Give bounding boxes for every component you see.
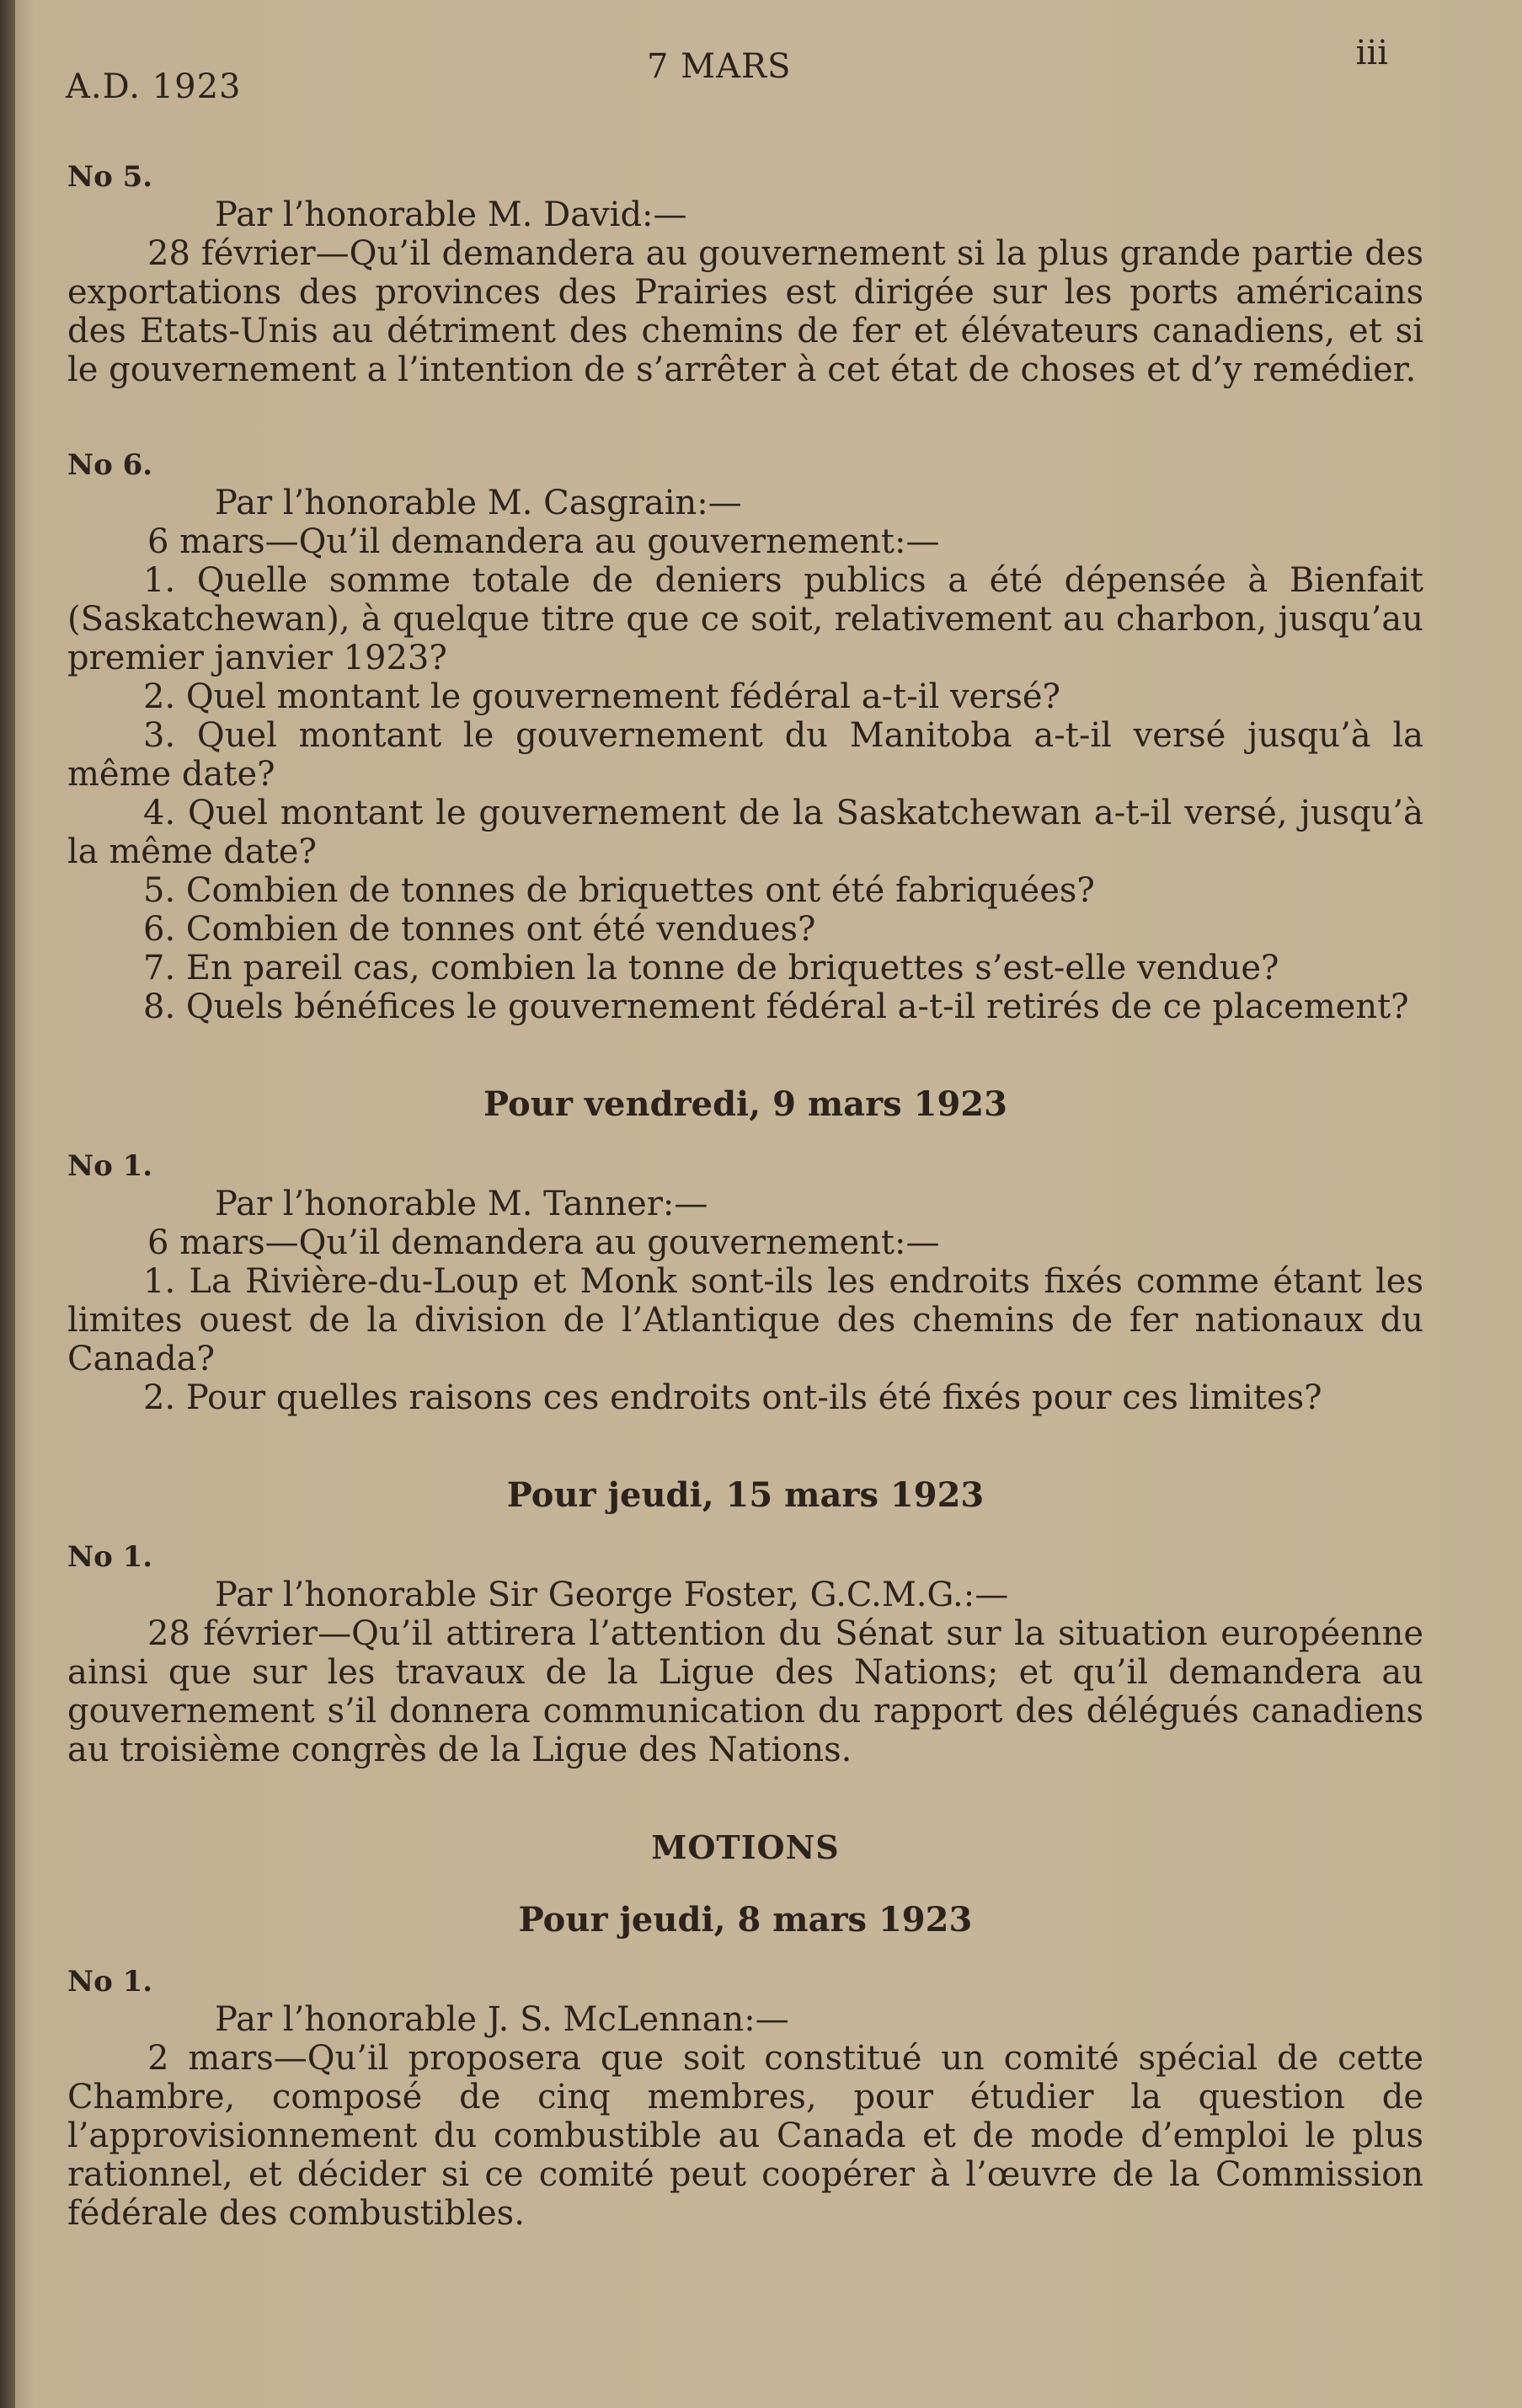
- question-item: 3. Quel montant le gouvernement du Manitoba a-t-il versé jusqu’à la même date?: [67, 716, 1423, 794]
- entry-paragraph: 6 mars—Qu’il demandera au gouvernement:—: [147, 1223, 940, 1262]
- entry-paragraph: 2 mars—Qu’il proposera que soit constitué un comité spécial de cette Chambre, composé de cinq membres, pour étudier la question de l’approvisionnement du combustible au Canada et de mode d’emploi le plus rationnel, et décider si ce comité peut coopérer à l’œuvre de la Commission fédérale des combustibles.: [67, 2039, 1423, 2233]
- question-item: 5. Combien de tonnes de briquettes ont été fabriquées?: [143, 871, 1095, 910]
- question-item: 6. Combien de tonnes ont été vendues?: [143, 910, 816, 949]
- entry-author: Par l’honorable M. Tanner:—: [215, 1185, 708, 1223]
- question-entry: [67, 1540, 1423, 1769]
- entry-author: Par l’honorable M. David:—: [215, 195, 687, 234]
- entry-paragraph: 28 février—Qu’il demandera au gouvernement si la plus grande partie des exportations des provinces des Prairies est dirigée sur les ports américains des Etats-Unis au détriment des chemins de fer et élévateurs canadiens, et si le gouvernement a l’intention de s’arrêter à cet état de choses et d’y remédier.: [67, 234, 1423, 389]
- motions-heading: MOTIONS: [651, 1828, 840, 1866]
- question-item: 7. En pareil cas, combien la tonne de briquettes s’est-elle vendue?: [143, 949, 1279, 987]
- question-entry: [67, 1149, 1423, 1417]
- book-binding-edge: [0, 0, 15, 2408]
- question-item: 8. Quels bénéfices le gouvernement fédéral a-t-il retirés de ce placement?: [143, 987, 1409, 1026]
- question-entry: [67, 448, 1423, 1026]
- page-header: [66, 34, 1388, 110]
- question-item: 2. Quel montant le gouvernement fédéral a-t-il versé?: [143, 677, 1060, 716]
- page-number: iii: [1355, 34, 1388, 72]
- header-date: 7 MARS: [647, 47, 792, 86]
- question-item: 1. Quelle somme totale de deniers publics a été dépensée à Bienfait (Saskatchewan), à quelque titre que ce soit, relativement au charbon, jusqu’au premier janvier 1923?: [67, 561, 1423, 677]
- header-year: A.D. 1923: [66, 67, 242, 106]
- entry-number: No 1.: [67, 1540, 153, 1574]
- section-title: Pour jeudi, 15 mars 1923: [506, 1475, 985, 1515]
- entry-number: No 6.: [67, 448, 153, 482]
- entry-number: No 1.: [67, 1965, 153, 1999]
- question-item: 4. Quel montant le gouvernement de la Saskatchewan a-t-il versé, jusqu’à la même date?: [67, 794, 1423, 871]
- entry-author: Par l’honorable J. S. McLennan:—: [215, 2000, 789, 2039]
- question-item: 2. Pour quelles raisons ces endroits ont-ils été fixés pour ces limites?: [143, 1378, 1322, 1417]
- entry-paragraph: 6 mars—Qu’il demandera au gouvernement:—: [147, 522, 940, 561]
- motion-entry: [67, 1965, 1423, 2233]
- entry-number: No 1.: [67, 1149, 153, 1183]
- entry-author: Par l’honorable M. Casgrain:—: [215, 484, 742, 522]
- question-entry: [67, 160, 1423, 389]
- document-body: [67, 160, 1423, 2292]
- entry-number: No 5.: [67, 160, 153, 194]
- section-title: Pour jeudi, 8 mars 1923: [518, 1900, 973, 1940]
- entry-paragraph: 28 février—Qu’il attirera l’attention du Sénat sur la situation européenne ainsi que sur les travaux de la Ligue des Nations; et qu’il demandera au gouvernement s’il donnera communication du rapport des délégués canadiens au troisième congrès de la Ligue des Nations.: [67, 1614, 1423, 1769]
- section-title: Pour vendredi, 9 mars 1923: [483, 1084, 1007, 1124]
- question-item: 1. La Rivière-du-Loup et Monk sont-ils les endroits fixés comme étant les limites ouest de la division de l’Atlantique des chemins de fer nationaux du Canada?: [67, 1262, 1423, 1378]
- entry-author: Par l’honorable Sir George Foster, G.C.M.G.:—: [215, 1576, 1009, 1614]
